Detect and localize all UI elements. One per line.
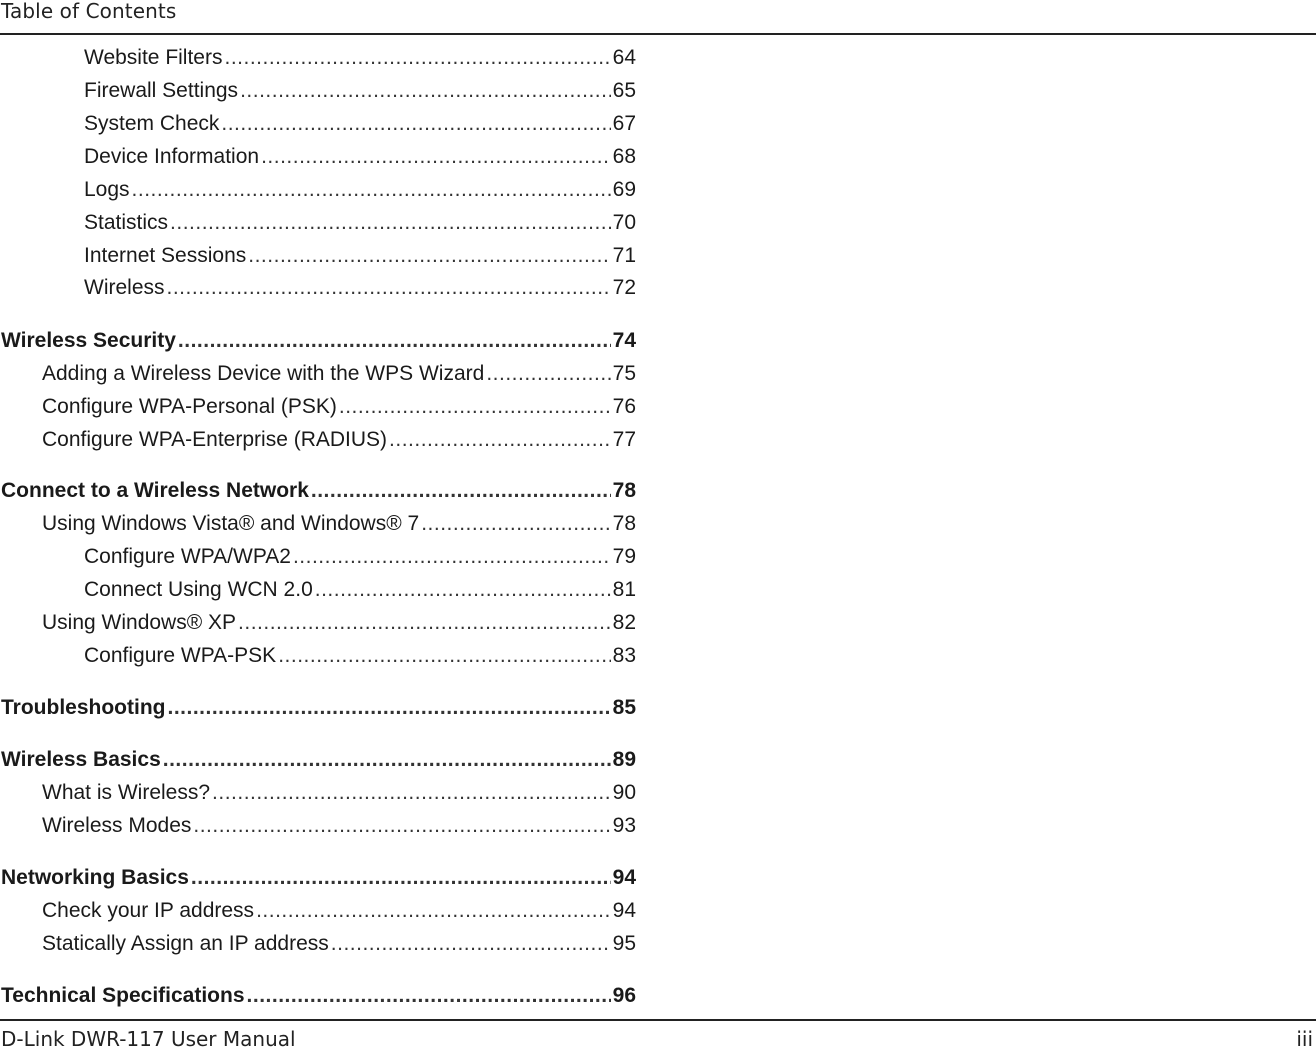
- toc-leader-dots: [212, 780, 611, 806]
- toc-section-label: Troubleshooting: [1, 696, 166, 719]
- toc-entry[interactable]: [42, 898, 636, 924]
- toc-entry-page: 81: [612, 578, 636, 601]
- toc-entry-label: Adding a Wireless Device with the WPS Wizard: [42, 362, 485, 385]
- toc-leader-dots: [167, 275, 611, 301]
- toc-entry[interactable]: [84, 78, 636, 104]
- toc-leader-dots: [256, 898, 611, 924]
- toc-leader-dots: [167, 695, 610, 721]
- toc-entry-page: 69: [612, 178, 636, 201]
- toc-leader-dots: [278, 643, 610, 669]
- toc-entry-label: Check your IP address: [42, 899, 255, 922]
- toc-entry-label: Configure WPA-Enterprise (RADIUS): [42, 428, 388, 451]
- toc-leader-dots: [170, 210, 611, 236]
- toc-entry-page: 94: [612, 899, 636, 922]
- toc-leader-dots: [224, 45, 610, 71]
- toc-entry[interactable]: [42, 931, 636, 957]
- toc-section[interactable]: [1, 747, 636, 773]
- toc-section[interactable]: [1, 478, 636, 504]
- toc-leader-dots: [193, 813, 610, 839]
- toc-leader-dots: [293, 544, 611, 570]
- toc-section-label: Technical Specifications: [1, 984, 245, 1007]
- toc-entry-label: Internet Sessions: [84, 244, 247, 267]
- toc-entry-label: System Check: [84, 112, 220, 135]
- toc-entry-page: 75: [612, 362, 636, 385]
- toc-leader-dots: [247, 983, 611, 1009]
- toc-entry-label: Logs: [84, 178, 130, 201]
- toc-entry[interactable]: [84, 177, 636, 203]
- toc-section-page: 94: [612, 866, 636, 889]
- toc-entry[interactable]: [84, 275, 636, 301]
- toc-entry-page: 67: [612, 112, 636, 135]
- toc-entry-page: 72: [612, 276, 636, 299]
- toc-entry-page: 76: [612, 395, 636, 418]
- toc-entry-page: 64: [612, 46, 636, 69]
- toc-leader-dots: [339, 394, 611, 420]
- toc-section[interactable]: [1, 328, 636, 354]
- toc-entry[interactable]: [84, 577, 636, 603]
- toc-entry-label: Configure WPA-PSK: [84, 644, 277, 667]
- toc-section-label: Connect to a Wireless Network: [1, 479, 309, 502]
- toc-section-page: 85: [612, 696, 636, 719]
- toc-leader-dots: [486, 361, 610, 387]
- toc-section-label: Wireless Security: [1, 329, 176, 352]
- toc-leader-dots: [163, 747, 611, 773]
- toc-section[interactable]: [1, 695, 636, 721]
- toc-entry-label: Connect Using WCN 2.0: [84, 578, 313, 601]
- toc-leader-dots: [421, 511, 610, 537]
- toc-leader-dots: [240, 78, 611, 104]
- toc-entry-page: 82: [612, 611, 636, 634]
- toc-section-label: Wireless Basics: [1, 748, 161, 771]
- toc-entry-page: 83: [612, 644, 636, 667]
- toc-entry-page: 65: [612, 79, 636, 102]
- toc-entry[interactable]: [84, 210, 636, 236]
- toc-entry-label: Firewall Settings: [84, 79, 239, 102]
- toc-entry-page: 93: [612, 814, 636, 837]
- toc-leader-dots: [238, 610, 611, 636]
- toc-leader-dots: [248, 243, 610, 269]
- toc-entry-page: 71: [612, 244, 636, 267]
- toc-entry[interactable]: [84, 643, 636, 669]
- toc-entry-label: Website Filters: [84, 46, 223, 69]
- toc-entry[interactable]: [42, 610, 636, 636]
- toc-leader-dots: [311, 478, 611, 504]
- toc-section-page: 89: [612, 748, 636, 771]
- toc-entry-label: Wireless: [84, 276, 165, 299]
- toc-entry-label: Statically Assign an IP address: [42, 932, 329, 955]
- toc-leader-dots: [178, 328, 611, 354]
- toc-entry-page: 77: [612, 428, 636, 451]
- toc-section[interactable]: [1, 865, 636, 891]
- toc-entry-label: Configure WPA-Personal (PSK): [42, 395, 337, 418]
- toc-section-page: 96: [612, 984, 636, 1007]
- footer-rule: [0, 1019, 1316, 1021]
- toc-entry-page: 78: [612, 512, 636, 535]
- toc-entry[interactable]: [84, 243, 636, 269]
- toc-entry[interactable]: [84, 45, 636, 71]
- toc-entry[interactable]: [84, 144, 636, 170]
- toc-leader-dots: [132, 177, 611, 203]
- toc-entry[interactable]: [42, 813, 636, 839]
- toc-entry[interactable]: [42, 427, 636, 453]
- toc-section[interactable]: [1, 983, 636, 1009]
- toc-section-label: Networking Basics: [1, 866, 189, 889]
- footer-page-number: iii: [1296, 1027, 1313, 1051]
- toc-leader-dots: [315, 577, 611, 603]
- toc-entry-page: 68: [612, 145, 636, 168]
- toc-leader-dots: [221, 111, 610, 137]
- toc-entry-label: Configure WPA/WPA2: [84, 545, 291, 568]
- toc-entry[interactable]: [84, 544, 636, 570]
- toc-leader-dots: [261, 144, 611, 170]
- toc-entry-label: Wireless Modes: [42, 814, 192, 837]
- toc-section-page: 78: [612, 479, 636, 502]
- toc-leader-dots: [191, 865, 611, 891]
- toc-entry[interactable]: [42, 361, 636, 387]
- page-header-title: Table of Contents: [1, 0, 177, 23]
- toc-leader-dots: [331, 931, 611, 957]
- toc-entry-page: 79: [612, 545, 636, 568]
- toc-entry-label: Device Information: [84, 145, 260, 168]
- toc-entry-label: Statistics: [84, 211, 169, 234]
- footer-manual-title: D-Link DWR-117 User Manual: [1, 1027, 296, 1051]
- toc-entry[interactable]: [42, 394, 636, 420]
- toc-entry-page: 95: [612, 932, 636, 955]
- toc-entry-label: Using Windows® XP: [42, 611, 237, 634]
- header-rule: [0, 33, 1316, 35]
- toc-entry-label: What is Wireless?: [42, 781, 211, 804]
- toc-entry-label: Using Windows Vista® and Windows® 7: [42, 512, 420, 535]
- toc-entry-page: 70: [612, 211, 636, 234]
- toc-entry-page: 90: [612, 781, 636, 804]
- toc-entry[interactable]: [84, 111, 636, 137]
- toc-section-page: 74: [612, 329, 636, 352]
- toc-entry[interactable]: [42, 780, 636, 806]
- toc-entry[interactable]: [42, 511, 636, 537]
- toc-leader-dots: [389, 427, 611, 453]
